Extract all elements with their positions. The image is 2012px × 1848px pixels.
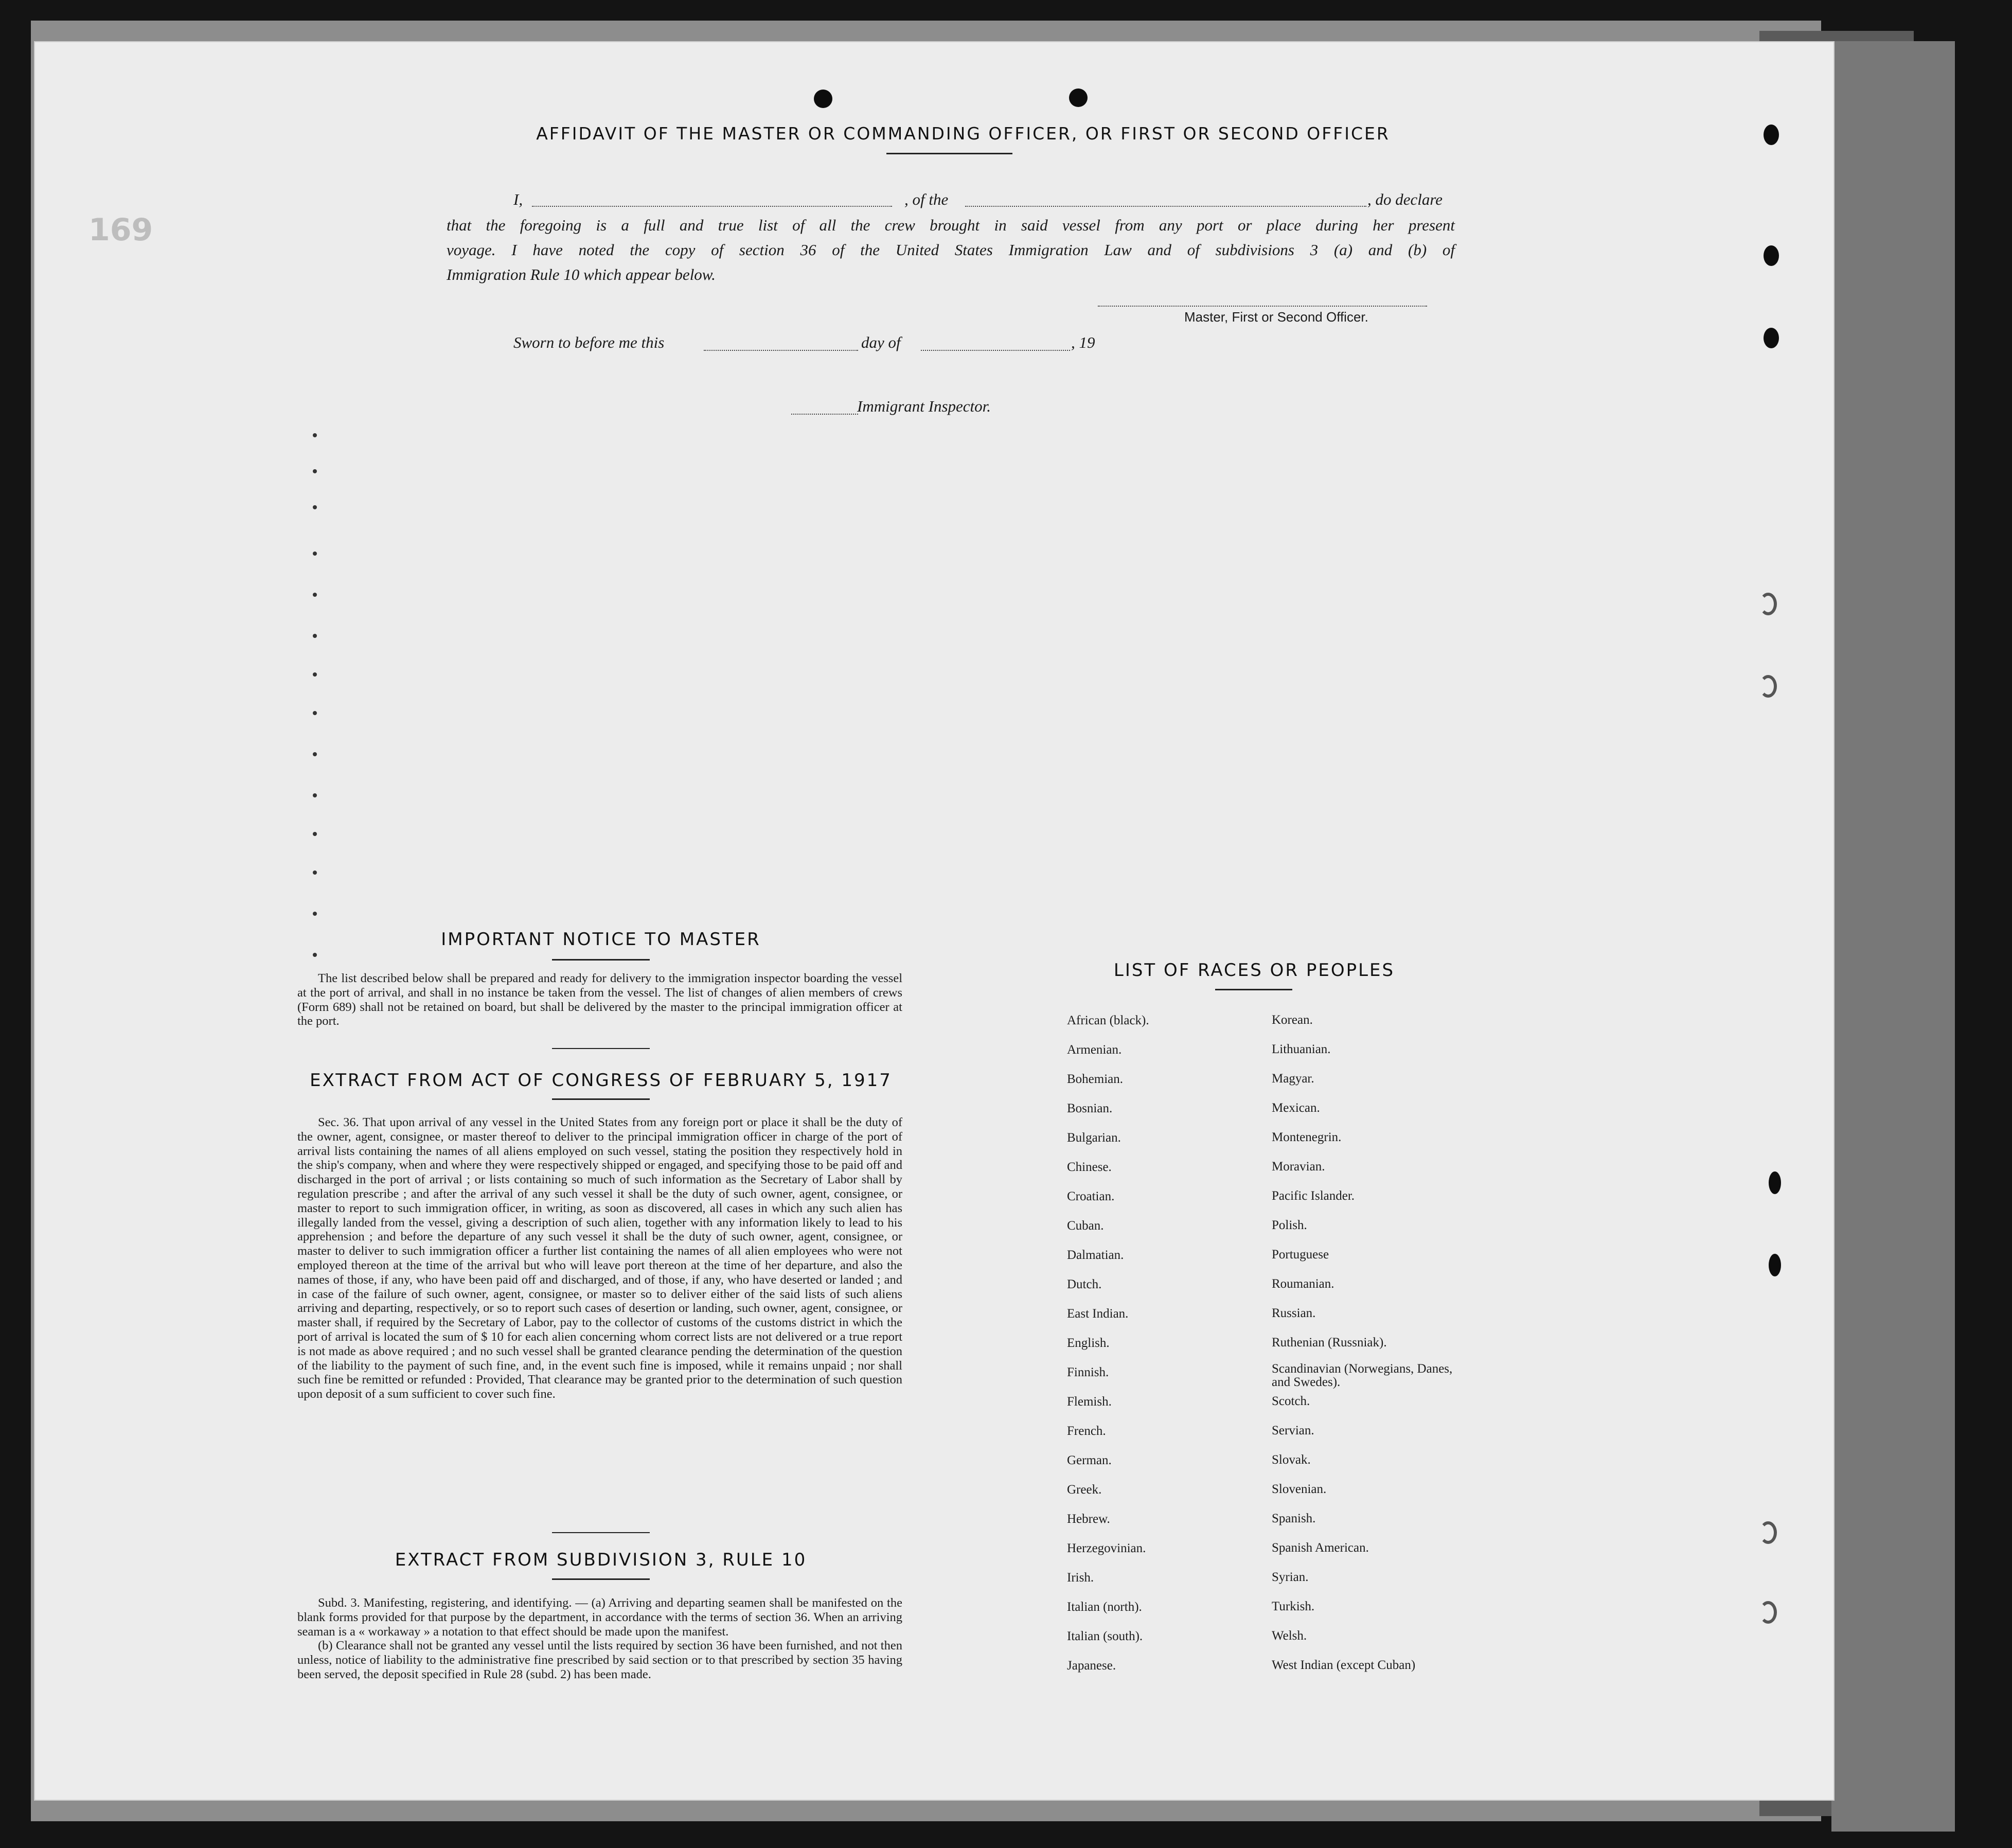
race-left: Irish.: [1067, 1571, 1094, 1585]
affidavit-of-the: , of the: [904, 190, 949, 208]
manifest-page: [34, 41, 1835, 1801]
race-row: [1067, 1101, 1458, 1131]
race-right: Turkish.: [1272, 1600, 1315, 1613]
race-row: [1067, 1014, 1458, 1043]
sworn-day-blank: [704, 350, 858, 351]
race-left: German.: [1067, 1453, 1112, 1467]
race-right: Mexican.: [1272, 1101, 1320, 1115]
bleed-mark: [313, 752, 317, 756]
rule-text-a: Subd. 3. Manifesting, registering, and identifying. — (a) Arriving and departing seamen shall be manifested on the blank forms provided for that purpose by the department, in accordance with the terms of section 36. When an arriving seaman is a « workaway » a notation to that effect should be made upon the manifest.: [297, 1596, 902, 1639]
race-left: Chinese.: [1067, 1160, 1112, 1174]
race-right: Korean.: [1272, 1013, 1313, 1027]
race-right: Syrian.: [1272, 1570, 1309, 1584]
race-left: English.: [1067, 1336, 1110, 1350]
bleed-mark: [313, 672, 317, 677]
bleed-mark: [313, 552, 317, 556]
race-left: Armenian.: [1067, 1043, 1122, 1057]
race-right: Ruthenian (Russniak).: [1272, 1336, 1387, 1349]
race-row: [1067, 1160, 1458, 1189]
act-text: Sec. 36. That upon arrival of any vessel in the United States from any foreign port or place it shall be the duty of the owner, agent, consignee, or master thereof to deliver to the principal immigration officer in charge of the port of arrival lists containing the names of all aliens employed on such vessel, stating the position they respectively hold in the ship's company, when and where they were respectively shipped or engaged, and specifying those to be paid off and discharged in the port of arrival ; or lists containing so much of such information as the Secretary of Labor shall by regulation prescribe ; and after the arrival of any such vessel it shall be the duty of such owner, agent, consignee, or master to report to such immigration officer, in writing, as soon as discovered, all cases in which any such alien has illegally landed from the vessel, giving a description of such alien, together with any information likely to lead to his apprehension ; and before the departure of any such vessel it shall be the duty of such owner, agent, consignee, or master to deliver to such immigration officer a further list containing the names of all alien employees who were not employed thereon at the time of the arrival but who will leave port thereon at the time of her departure, and also the names of those, if any, who have been paid off and discharged, and of those, if any, who have deserted or landed ; and in case of the failure of such owner, agent, consignee, or master so to deliver either of the said lists of such aliens arriving and departing, respectively, or so to report such cases of desertion or landing, such owner, agent, consignee, or master shall, if required by the Secretary of Labor, pay to the collector of customs of the customs district in which the port of arrival is located the sum of $ 10 for each alien concerning whom correct lists are not delivered or a true report is not made as above required ; and no such vessel shall be granted clearance pending the determination of the question of the liability to the payment of such fine, and, in the event such fine is imposed, while it remains unpaid ; nor shall such fine be remitted or refunded : Provided, That clearance may be granted prior to the determination of such question upon deposit of a sum sufficient to cover such fine.: [297, 1115, 902, 1401]
race-right: Moravian.: [1272, 1160, 1325, 1174]
sworn-month-blank: [921, 350, 1070, 351]
race-row: [1067, 1072, 1458, 1101]
race-left: Croatian.: [1067, 1189, 1115, 1203]
race-row: [1067, 1453, 1458, 1483]
affidavit-title: AFFIDAVIT OF THE MASTER OR COMMANDING OFFICER, OR FIRST OR SECOND OFFICER: [536, 123, 1390, 144]
race-row: [1067, 1512, 1458, 1541]
binding-hole: [1764, 245, 1779, 266]
binding-hole: [1764, 125, 1779, 145]
rule-underline: [552, 1578, 650, 1580]
master-signature-label: Master, First or Second Officer.: [1184, 309, 1368, 325]
races-title: LIST OF RACES OR PEOPLES: [1113, 960, 1395, 981]
underlying-page-edge-2: [1831, 41, 1955, 1832]
race-row: [1067, 1395, 1458, 1424]
notice-title: IMPORTANT NOTICE TO MASTER: [441, 929, 761, 950]
affidavit-declare: , do declare: [1367, 190, 1443, 208]
inspector-signature-line: [791, 414, 858, 415]
races-list: [1067, 1014, 1458, 1688]
race-row: [1067, 1571, 1458, 1600]
race-left: Italian (north).: [1067, 1600, 1142, 1614]
race-right: Pacific Islander.: [1272, 1189, 1355, 1203]
race-left: Dalmatian.: [1067, 1248, 1124, 1262]
bleed-mark: [313, 793, 317, 797]
race-left: French.: [1067, 1424, 1106, 1438]
race-row: [1067, 1307, 1458, 1336]
race-row: [1067, 1189, 1458, 1219]
binding-ring: [1759, 593, 1777, 615]
name-blank: [532, 206, 892, 207]
race-right: Servian.: [1272, 1424, 1314, 1437]
race-left: East Indian.: [1067, 1307, 1129, 1321]
title-underline: [886, 153, 1012, 154]
race-right: Portuguese: [1272, 1248, 1329, 1261]
race-row: [1067, 1219, 1458, 1248]
race-right: Spanish.: [1272, 1512, 1316, 1525]
bleed-mark: [313, 433, 317, 437]
race-left: Bulgarian.: [1067, 1131, 1121, 1145]
race-right: Slovenian.: [1272, 1482, 1327, 1496]
margin-page-number: 169: [88, 212, 153, 248]
race-row: [1067, 1277, 1458, 1307]
race-left: Greek.: [1067, 1483, 1102, 1497]
race-row: [1067, 1659, 1458, 1688]
race-left: Hebrew.: [1067, 1512, 1110, 1526]
binding-hole: [1764, 328, 1779, 348]
binding-hole: [1769, 1254, 1781, 1276]
race-left: Herzegovinian.: [1067, 1541, 1146, 1555]
race-row: [1067, 1043, 1458, 1072]
bleed-mark: [313, 505, 317, 509]
race-row: [1067, 1541, 1458, 1571]
notice-underline: [552, 959, 650, 961]
race-left: Japanese.: [1067, 1659, 1116, 1673]
race-left: Italian (south).: [1067, 1629, 1143, 1643]
bleed-mark: [313, 912, 317, 916]
notice-divider: [552, 1048, 650, 1049]
vessel-blank: [965, 206, 1366, 207]
act-underline: [552, 1098, 650, 1100]
rule-text-b: (b) Clearance shall not be granted any vessel until the lists required by section 36 have been furnished, and not then unless, notice of liability to the administrative fine prescribed by said section or to that prescribed by section 35 having been served, the deposit specified in Rule 28 (subd. 2) has been made.: [297, 1639, 902, 1681]
affidavit-i: I,: [513, 190, 523, 208]
race-row: [1067, 1248, 1458, 1277]
races-underline: [1215, 989, 1292, 990]
binding-ring: [1759, 1601, 1777, 1624]
race-right: West Indian (except Cuban): [1272, 1658, 1416, 1672]
race-right: Magyar.: [1272, 1072, 1314, 1086]
race-row: [1067, 1424, 1458, 1453]
race-right: Slovak.: [1272, 1453, 1311, 1467]
punch-hole: [814, 90, 832, 108]
sworn-year: , 19: [1071, 333, 1095, 351]
punch-hole: [1069, 88, 1088, 107]
rule-text: [297, 1596, 902, 1682]
bleed-mark: [313, 469, 317, 473]
race-row: [1067, 1629, 1458, 1659]
race-left: African (black).: [1067, 1014, 1149, 1027]
race-right: Roumanian.: [1272, 1277, 1334, 1291]
race-right: Polish.: [1272, 1218, 1307, 1232]
bleed-mark: [313, 593, 317, 597]
bleed-mark: [313, 634, 317, 638]
race-left: Flemish.: [1067, 1395, 1112, 1409]
binding-ring: [1759, 1521, 1777, 1544]
race-row: [1067, 1131, 1458, 1160]
race-right: Scandinavian (Norwegians, Danes, and Swedes).: [1272, 1362, 1453, 1389]
rule-title: EXTRACT FROM SUBDIVISION 3, RULE 10: [395, 1550, 807, 1570]
race-right: Spanish American.: [1272, 1541, 1369, 1555]
race-right: Welsh.: [1272, 1629, 1307, 1643]
race-left: Dutch.: [1067, 1277, 1102, 1291]
race-row: [1067, 1483, 1458, 1512]
race-right: Russian.: [1272, 1306, 1316, 1320]
sworn-text: Sworn to before me this: [513, 333, 665, 351]
bleed-mark: [313, 832, 317, 836]
race-row: [1067, 1336, 1458, 1365]
race-left: Bosnian.: [1067, 1101, 1113, 1115]
race-row: [1067, 1600, 1458, 1629]
bleed-mark: [313, 953, 317, 957]
notice-text: The list described below shall be prepared and ready for delivery to the immigration inspector boarding the vessel at the port of arrival, and shall in no instance be taken from the vessel. The list of changes of alien members of crews (Form 689) shall not be retained on board, but shall be delivered by the master to the principal immigration officer at the port.: [297, 971, 902, 1028]
binding-hole: [1769, 1171, 1781, 1194]
race-left: Bohemian.: [1067, 1072, 1124, 1086]
affidavit-line-4: Immigration Rule 10 which appear below.: [447, 265, 716, 283]
affidavit-line-3: voyage. I have noted the copy of section 36 of the United States Immigration Law and of subdivisions 3 (a) and (b) of: [447, 241, 1455, 259]
binding-ring: [1759, 675, 1777, 698]
race-left: Finnish.: [1067, 1365, 1109, 1379]
race-left: Cuban.: [1067, 1219, 1104, 1233]
race-right: Montenegrin.: [1272, 1130, 1342, 1144]
sworn-day-of: day of: [861, 333, 901, 351]
act-divider: [552, 1532, 650, 1533]
act-title: EXTRACT FROM ACT OF CONGRESS OF FEBRUARY 5, 1917: [310, 1070, 892, 1091]
race-row: [1067, 1362, 1458, 1395]
affidavit-line-2: that the foregoing is a full and true list of all the crew brought in said vessel from any port or place during her present: [447, 216, 1455, 234]
race-right: Scotch.: [1272, 1394, 1310, 1408]
bleed-mark: [313, 711, 317, 715]
inspector-label: Immigrant Inspector.: [857, 397, 991, 415]
bleed-mark: [313, 870, 317, 875]
race-right: Lithuanian.: [1272, 1042, 1331, 1056]
